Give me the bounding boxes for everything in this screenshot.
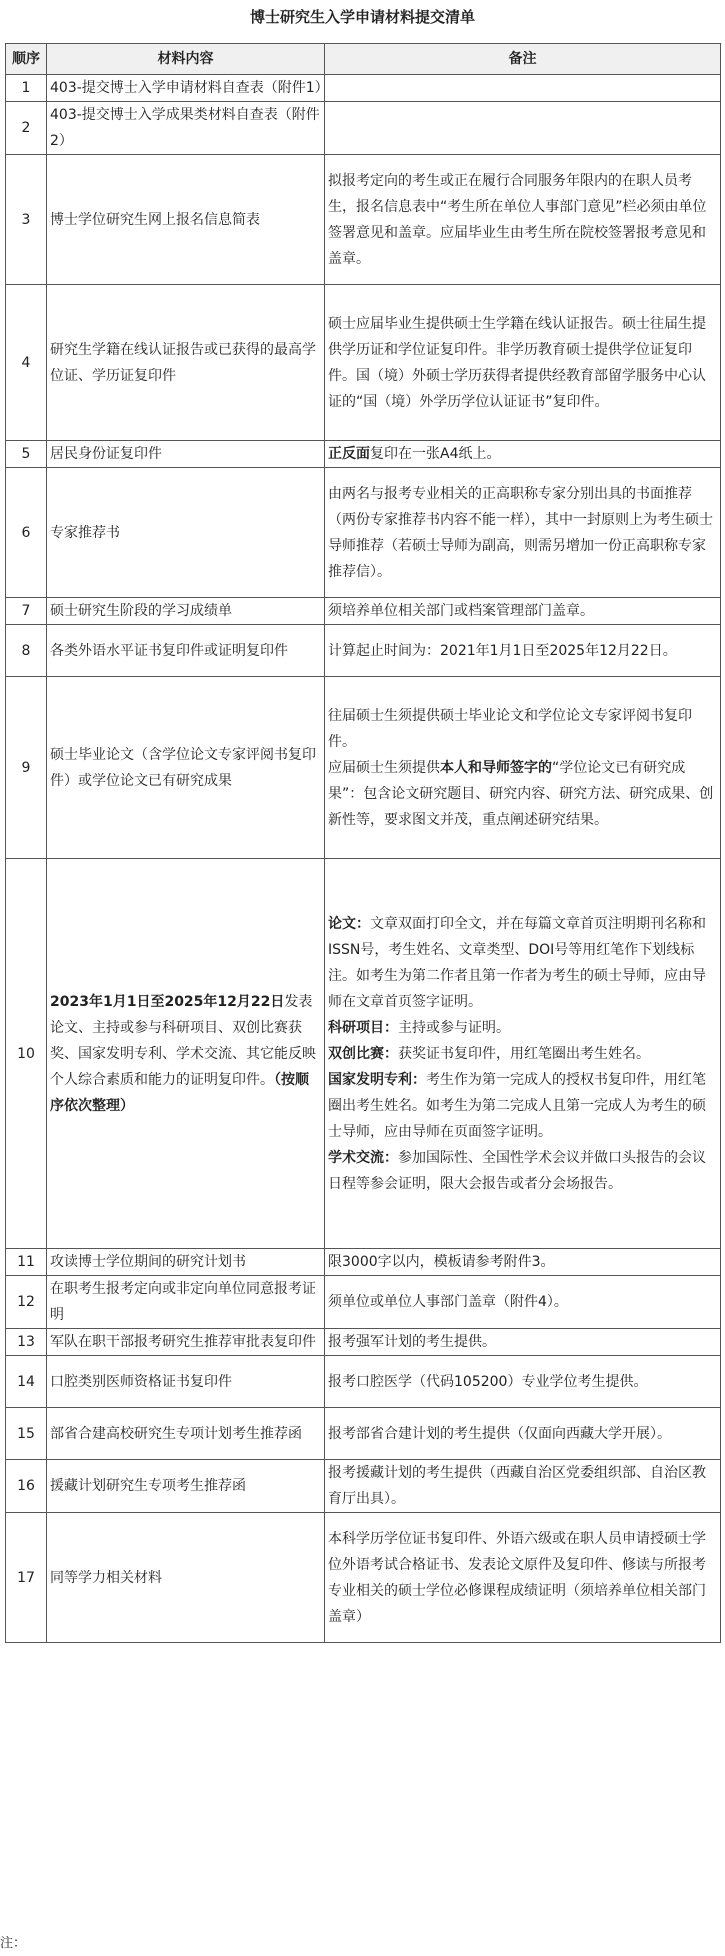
- table-row: [6, 1513, 721, 1643]
- table-row: [6, 859, 721, 1249]
- note-item: [328, 911, 717, 1015]
- table-row: [6, 1356, 721, 1408]
- row-material: 在职考生报考定向或非定向单位同意报考证明: [47, 1276, 325, 1329]
- note-text: 往届硕士生须提供硕士毕业论文和学位论文专家评阅书复印件。: [328, 707, 692, 750]
- row-no: 16: [6, 1460, 47, 1513]
- row-note: 本科学历学位证书复印件、外语六级或在职人员申请授硕士学位外语考试合格证书、发表论文原件及复印件、修读与所报考专业相关的硕士学位必修课程成绩证明（须培养单位相关部门盖章）: [325, 1513, 721, 1643]
- row-material: 居民身份证复印件: [47, 441, 325, 468]
- row-material: 403-提交博士入学成果类材料自查表（附件2）: [47, 102, 325, 155]
- note-bold: 本人和导师签字的: [440, 759, 552, 776]
- row-no: 15: [6, 1408, 47, 1460]
- header-note: 备注: [325, 44, 721, 75]
- row-material: 博士学位研究生网上报名信息简表: [47, 155, 325, 285]
- row-note: 计算起止时间为：2021年1月1日至2025年12月22日。: [325, 625, 721, 677]
- row-no: 1: [6, 75, 47, 102]
- note-text: 主持或参与证明。: [398, 1019, 510, 1036]
- note-text: 文章双面打印全文，并在每篇文章首页注明期刊名称和ISSN号，考生姓名、文章类型、DOI号等用红笔作下划线标注。如考生为第二作者且第一作者为考生的硕士导师，应由导师在文章首页签字证明。: [328, 915, 706, 1010]
- note-label: 科研项目：: [328, 1019, 398, 1036]
- row-material: 各类外语水平证书复印件或证明复印件: [47, 625, 325, 677]
- table-row: [6, 1276, 721, 1329]
- row-material: 硕士毕业论文（含学位论文专家评阅书复印件）或学位论文已有研究成果: [47, 677, 325, 859]
- row-no: 6: [6, 468, 47, 598]
- row-note: 报考部省合建计划的考生提供（仅面向西藏大学开展）。: [325, 1408, 721, 1460]
- row-no: 13: [6, 1329, 47, 1356]
- row-material: 403-提交博士入学申请材料自查表（附件1）: [47, 75, 325, 102]
- row-material: 硕士研究生阶段的学习成绩单: [47, 598, 325, 625]
- row-material: 口腔类别医师资格证书复印件: [47, 1356, 325, 1408]
- row-note: 报考口腔医学（代码105200）专业学位考生提供。: [325, 1356, 721, 1408]
- row-no: 12: [6, 1276, 47, 1329]
- note-item: [328, 1145, 717, 1197]
- row-material: [47, 859, 325, 1249]
- note-text: 复印在一张A4纸上。: [370, 446, 501, 462]
- materials-table: [5, 43, 721, 1643]
- note-item: [328, 1015, 717, 1041]
- material-text: 发表论文、主持或参与科研项目、双创比赛获奖、国家发明专利、学术交流、其它能反映个人综合素质和能力的证明复印件。: [50, 993, 316, 1088]
- row-material: 军队在职干部报考研究生推荐审批表复印件: [47, 1329, 325, 1356]
- note-text: 应届硕士生须提供: [328, 759, 440, 776]
- row-note: 须培养单位相关部门或档案管理部门盖章。: [325, 598, 721, 625]
- row-material: 部省合建高校研究生专项计划考生推荐函: [47, 1408, 325, 1460]
- table-row: [6, 441, 721, 468]
- row-no: 7: [6, 598, 47, 625]
- row-no: 14: [6, 1356, 47, 1408]
- note-label: 国家发明专利：: [328, 1071, 426, 1088]
- row-no: 3: [6, 155, 47, 285]
- table-row: [6, 285, 721, 441]
- row-no: 2: [6, 102, 47, 155]
- row-material: 研究生学籍在线认证报告或已获得的最高学位证、学历证复印件: [47, 285, 325, 441]
- note-text: “学位论文已有研究成果”：包含论文研究题目、研究内容、研究方法、研究成果、创新性等，要求图文并茂，重点阐述研究结果。: [328, 759, 714, 828]
- note-item: [328, 1041, 717, 1067]
- row-note: 限3000字以内，模板请参考附件3。: [325, 1249, 721, 1276]
- table-row: [6, 468, 721, 598]
- row-no: 11: [6, 1249, 47, 1276]
- row-note: [325, 75, 721, 102]
- row-note: 由两名与报考专业相关的正高职称专家分别出具的书面推荐（两份专家推荐书内容不能一样），其中一封原则上为考生硕士导师推荐（若硕士导师为副高，则需另增加一份正高职称专家推荐信）。: [325, 468, 721, 598]
- row-no: 9: [6, 677, 47, 859]
- row-no: 5: [6, 441, 47, 468]
- table-row: [6, 75, 721, 102]
- row-no: 17: [6, 1513, 47, 1643]
- material-bold: （按顺序依次整理）: [50, 1071, 309, 1114]
- table-row: [6, 1460, 721, 1513]
- row-note: [325, 102, 721, 155]
- row-note: 须单位或单位人事部门盖章（附件4）。: [325, 1276, 721, 1329]
- page-title: 博士研究生入学申请材料提交清单: [249, 8, 475, 26]
- row-material: 援藏计划研究生专项考生推荐函: [47, 1460, 325, 1513]
- note-text: 参加国际性、全国性学术会议并做口头报告的会议日程等参会证明，限大会报告或者分会场报告。: [328, 1149, 706, 1192]
- table-row: [6, 155, 721, 285]
- row-no: 8: [6, 625, 47, 677]
- row-note: [325, 859, 721, 1249]
- row-material: 专家推荐书: [47, 468, 325, 598]
- table-row: [6, 1249, 721, 1276]
- note-label: 双创比赛：: [328, 1045, 398, 1062]
- note-item: [328, 1067, 717, 1145]
- footer-note: 注：: [0, 1936, 27, 1951]
- row-no: 10: [6, 859, 47, 1249]
- row-note: 报考援藏计划的考生提供（西藏自治区党委组织部、自治区教育厅出具）。: [325, 1460, 721, 1513]
- note-label: 学术交流：: [328, 1149, 398, 1166]
- table-row: [6, 1408, 721, 1460]
- row-note: 报考强军计划的考生提供。: [325, 1329, 721, 1356]
- row-note: 拟报考定向的考生或正在履行合同服务年限内的在职人员考生，报名信息表中“考生所在单位人事部门意见”栏必须由单位签署意见和盖章。应届毕业生由考生所在院校签署报考意见和盖章。: [325, 155, 721, 285]
- row-note: [325, 677, 721, 859]
- row-material: 同等学力相关材料: [47, 1513, 325, 1643]
- table-row: [6, 102, 721, 155]
- table-row: [6, 625, 721, 677]
- note-label: 论文：: [328, 915, 370, 932]
- note-text: 获奖证书复印件，用红笔圈出考生姓名。: [398, 1045, 650, 1062]
- row-material: 攻读博士学位期间的研究计划书: [47, 1249, 325, 1276]
- row-note: 硕士应届毕业生提供硕士生学籍在线认证报告。硕士往届生提供学历证和学位证复印件。非学历教育硕士提供学位证复印件。国（境）外硕士学历获得者提供经教育部留学服务中心认证的“国（境）外学历学位认证证书”复印件。: [325, 285, 721, 441]
- header-no: 顺序: [6, 44, 47, 75]
- table-row: [6, 1329, 721, 1356]
- row-no: 4: [6, 285, 47, 441]
- header-material: 材料内容: [47, 44, 325, 75]
- note-text: 考生作为第一完成人的授权书复印件，用红笔圈出考生姓名。如考生为第二完成人且第一完成人为考生的硕士导师，应由导师在页面签字证明。: [328, 1071, 706, 1140]
- table-row: [6, 598, 721, 625]
- row-note: [325, 441, 721, 468]
- material-bold: 2023年1月1日至2025年12月22日: [50, 993, 285, 1010]
- table-row: [6, 677, 721, 859]
- table-header-row: [6, 44, 721, 75]
- note-bold: 正反面: [328, 446, 370, 462]
